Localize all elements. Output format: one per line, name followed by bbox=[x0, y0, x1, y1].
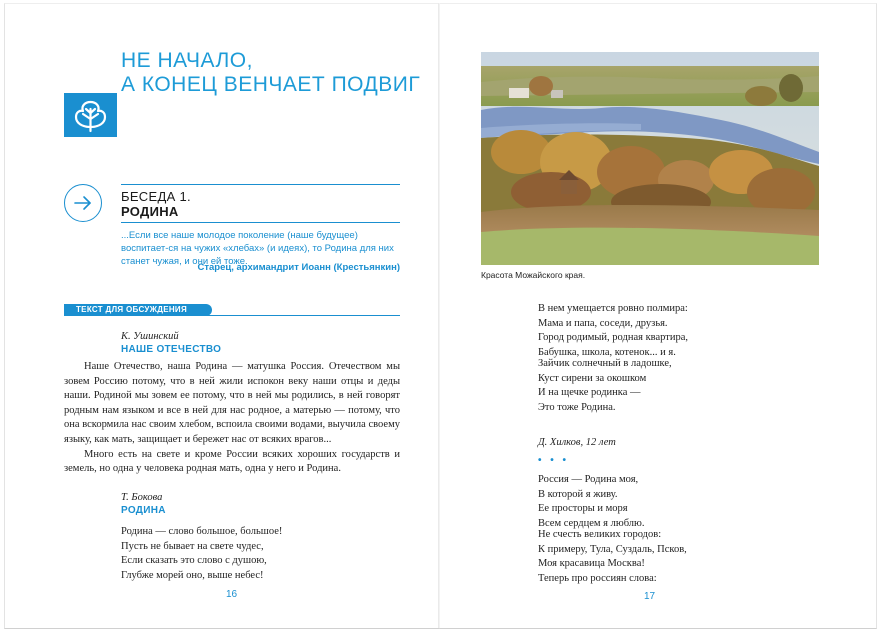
lesson-arrow-badge bbox=[64, 184, 102, 222]
poem-line: Родина — слово большое, большое! bbox=[121, 526, 283, 537]
work1-paragraph: Наше Отечество, наша Родина — матушка Россия. Отечеством мы зовем Россию потому, что в ней жили испокон веку наши отцы и деды наши. Родиной мы зовем ее потому, что в ней мы родились, в ней говорят родным нам языком и все в ней для нас родное, а матерью — потому, что она вскормила нас своим хлебом, вспоила своими водами, выучила своему языку, как мать, защищает и бережет нас от всяких врагов... bbox=[64, 361, 400, 445]
page-number-left: 16 bbox=[226, 589, 238, 600]
poem-line: Если сказать это слово с душою, bbox=[121, 555, 267, 567]
work2-title: РОДИНА bbox=[121, 505, 166, 516]
work1-author: К. Ушинский bbox=[121, 331, 179, 342]
page-number-right: 17 bbox=[644, 591, 656, 602]
poem-line: Куст сирени за окошком bbox=[538, 372, 647, 384]
epigraph-author: Старец, архимандрит Иоанн (Крестьянкин) bbox=[197, 262, 400, 273]
poem-line: Глубже морей оно, выше небес! bbox=[121, 569, 264, 581]
lesson-number: БЕСЕДА 1. bbox=[121, 189, 191, 204]
poem-line: Россия — Родина моя, bbox=[538, 474, 639, 485]
lesson-bottom-rule bbox=[121, 222, 400, 223]
chapter-title-line1: НЕ НАЧАЛО, bbox=[121, 49, 253, 72]
work2-poem bbox=[121, 525, 282, 583]
epigraph-text: ...Если все наше молодое поколение (наше будущее) воспитает-ся на чужих «хлебах» (и идеях), то Родина для них станет чужая, и они ей тоже. bbox=[121, 230, 394, 267]
poem-line: В нем умещается ровно полмира: bbox=[538, 303, 688, 314]
poem-line: Моя красавица Москва! bbox=[538, 558, 645, 570]
work3-stanza1 bbox=[538, 473, 645, 531]
chapter-title-line2: А КОНЕЦ ВЕНЧАЕТ ПОДВИГ bbox=[121, 73, 421, 96]
work1-title: НАШЕ ОТЕЧЕСТВО bbox=[121, 344, 222, 355]
poem1-stanza2 bbox=[538, 357, 672, 415]
lesson-top-rule bbox=[121, 184, 400, 185]
arrow-right-icon bbox=[73, 193, 93, 213]
poem-line: Пусть не бывает на свете чудес, bbox=[121, 540, 264, 552]
poem-line: Город родимый, родная квартира, bbox=[538, 332, 688, 344]
section-tab-rule bbox=[64, 315, 400, 316]
poem-line: К примеру, Тула, Суздаль, Псков, bbox=[538, 543, 687, 555]
work2-author: Т. Бокова bbox=[121, 492, 163, 503]
poem-line: Ее просторы и моря bbox=[538, 503, 628, 515]
poem-line: И на щечке родинка — bbox=[538, 387, 641, 399]
work1-paragraph: Много есть на свете и кроме России всяких хороших государств и земель, но одна у человека родная мать, одна у него и Родина. bbox=[64, 448, 400, 475]
leaf-icon bbox=[72, 97, 109, 133]
poem-line: Теперь про россиян слова: bbox=[538, 572, 657, 584]
photo-caption: Красота Можайского края. bbox=[481, 270, 586, 280]
lesson-name: РОДИНА bbox=[121, 204, 179, 219]
chapter-title bbox=[121, 49, 420, 97]
landscape-photo bbox=[481, 52, 819, 265]
poem-line: Мама и папа, соседи, друзья. bbox=[538, 317, 668, 329]
chapter-badge bbox=[64, 93, 117, 137]
work3-stanza2 bbox=[538, 528, 687, 586]
poem1-stanza1 bbox=[538, 302, 688, 360]
work3-separator: • • • bbox=[538, 455, 570, 466]
work1-prose bbox=[64, 360, 400, 477]
poem-line: Это тоже Родина. bbox=[538, 401, 616, 413]
work3-author: Д. Хилков, 12 лет bbox=[538, 437, 616, 448]
poem-line: Всем сердцем я люблю. bbox=[538, 517, 645, 529]
poem-line: Бабушка, школа, котенок... и я. bbox=[538, 346, 676, 358]
section-tab: ТЕКСТ ДЛЯ ОБСУЖДЕНИЯ bbox=[64, 304, 212, 316]
poem-line: Зайчик солнечный в ладошке, bbox=[538, 358, 672, 369]
poem-line: Не счесть великих городов: bbox=[538, 529, 662, 540]
poem-line: В которой я живу. bbox=[538, 488, 618, 500]
